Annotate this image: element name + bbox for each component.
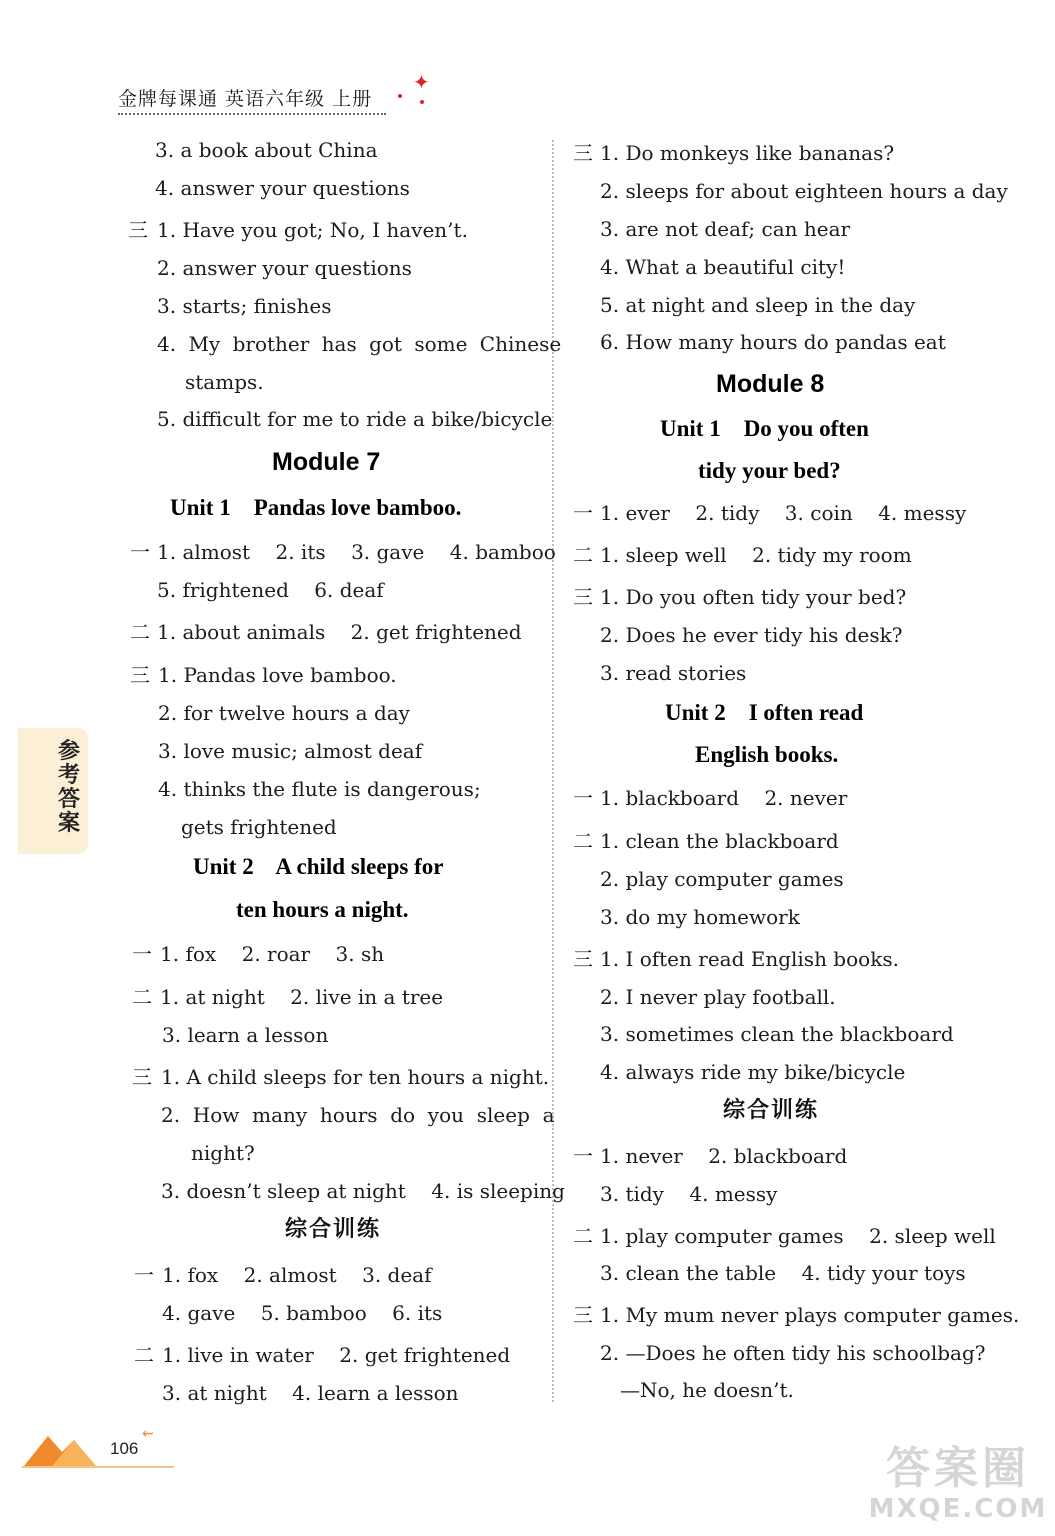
answer-line: 6. How many hours do pandas eat [600,330,946,354]
answer-line-continued: stamps. [185,370,264,394]
answer-line: 2. play computer games [600,867,844,891]
section-mark-1: 一 [573,501,593,525]
section-mark-3: 三 [128,218,148,242]
section-mark-1: 一 [573,786,593,810]
answer-line: 2. sleeps for about eighteen hours a day [600,179,1008,203]
answer-line: 1. at night 2. live in a tree [160,985,444,1009]
section-mark-3: 三 [573,141,593,165]
header-dotted-rule [118,113,386,115]
answer-line: 4. always ride my bike/bicycle [600,1060,906,1084]
answer-line-continued: —No, he doesn’t. [620,1378,794,1402]
section-mark-2: 二 [573,543,593,567]
answer-line: 1. clean the blackboard [600,829,839,853]
section-mark-2: 二 [130,620,150,644]
answer-line: 1. Pandas love bamboo. [158,663,397,687]
red-star-icon: ✦ [413,70,430,94]
unit-heading-line2: tidy your bed? [698,458,841,483]
book-header-title: 金牌每课通 英语六年级 上册 [118,88,373,110]
module-7-heading: Module 7 [272,448,381,476]
red-dot-icon [398,94,402,98]
section-mark-3: 三 [130,663,150,687]
section-mark-3: 三 [132,1065,152,1089]
module-8-heading: Module 8 [716,370,825,398]
unit-heading: Unit 1 Pandas love bamboo. [170,495,462,520]
section-mark-3: 三 [573,1303,593,1327]
watermark-text: 答案圈 [886,1443,1030,1494]
answer-line: 3. read stories [600,661,747,685]
review-section-heading: 综合训练 [723,1098,820,1123]
answer-line: 5. at night and sleep in the day [600,293,916,317]
section-mark-1: 一 [134,1263,154,1287]
unit-heading-line2: English books. [695,742,839,767]
watermark-url: MXQE.COM [868,1494,1048,1524]
answer-line: 1. ever 2. tidy 3. coin 4. messy [600,501,967,525]
answer-line: 2. for twelve hours a day [158,701,410,725]
answer-line: 3. starts; finishes [157,294,332,318]
answer-line: 2. —Does he often tidy his schoolbag? [600,1341,986,1365]
section-mark-1: 一 [573,1144,593,1168]
answer-line: 4. thinks the flute is dangerous; [158,777,481,801]
answer-line: 3. love music; almost deaf [158,739,423,763]
answer-line: 4. My brother has got some Chinese [157,332,562,356]
footer-rule [22,1466,174,1468]
review-section-heading: 综合训练 [285,1217,382,1242]
answer-line: 1. A child sleeps for ten hours a night. [161,1065,550,1089]
answer-line: 5. difficult for me to ride a bike/bicycle [157,407,553,431]
mountain-icon [22,1428,112,1468]
page-number: 106 [110,1439,139,1458]
section-mark-1: 一 [132,942,152,966]
column-divider [552,140,554,1402]
section-mark-2: 二 [573,829,593,853]
answer-line: 1. never 2. blackboard [600,1144,848,1168]
answer-line: 1. about animals 2. get frightened [157,620,522,644]
answer-line: 2. I never play football. [600,985,836,1009]
answer-line: 3. tidy 4. messy [600,1182,778,1206]
red-dot-icon [420,100,424,104]
section-mark-2: 二 [134,1343,154,1367]
section-mark-3: 三 [573,585,593,609]
answer-line: 4. What a beautiful city! [600,255,846,279]
answer-line-continued: gets frightened [181,815,337,839]
answer-line: 1. My mum never plays computer games. [600,1303,1020,1327]
answer-line: 1. fox 2. almost 3. deaf [162,1263,432,1287]
section-mark-2: 二 [573,1224,593,1248]
answer-line: 4. answer your questions [155,176,410,200]
answer-line: 2. How many hours do you sleep a [161,1103,555,1127]
answer-line: 3. sometimes clean the blackboard [600,1022,954,1046]
answer-line: 1. almost 2. its 3. gave 4. bamboo [157,540,556,564]
answer-line: 1. play computer games 2. sleep well [600,1224,996,1248]
answer-line: 3. at night 4. learn a lesson [162,1381,459,1405]
answer-line: 3. clean the table 4. tidy your toys [600,1261,966,1285]
answer-line: 4. gave 5. bamboo 6. its [162,1301,443,1325]
answer-line: 3. do my homework [600,905,800,929]
answer-line: 2. Does he ever tidy his desk? [600,623,903,647]
answer-line: 1. sleep well 2. tidy my room [600,543,912,567]
section-mark-3: 三 [573,947,593,971]
answer-line: 3. a book about China [155,138,378,162]
answer-line: 3. learn a lesson [162,1023,329,1047]
watermark [868,1432,1048,1532]
answer-line: 1. Do monkeys like bananas? [600,141,895,165]
answer-line: 3. are not deaf; can hear [600,217,851,241]
swoosh-icon: ⇜ [142,1426,154,1442]
unit-heading: Unit 1 Do you often [660,416,869,441]
answer-line: 1. fox 2. roar 3. sh [160,942,385,966]
answer-line: 2. answer your questions [157,256,412,280]
answer-line: 1. Have you got; No, I haven’t. [157,218,468,242]
answer-line: 1. Do you often tidy your bed? [600,585,907,609]
section-mark-2: 二 [132,985,152,1009]
side-tab-label: 参考答案 [57,739,80,836]
answer-line: 5. frightened 6. deaf [157,578,384,602]
answer-line: 1. live in water 2. get frightened [162,1343,511,1367]
section-mark-1: 一 [130,540,150,564]
answer-line: 1. blackboard 2. never [600,786,848,810]
unit-heading-line2: ten hours a night. [236,897,409,922]
answer-line: 1. I often read English books. [600,947,899,971]
unit-heading: Unit 2 A child sleeps for [193,854,444,879]
answer-line-continued: night? [191,1141,255,1165]
unit-heading: Unit 2 I often read [665,700,864,725]
answer-line: 3. doesn’t sleep at night 4. is sleeping [161,1179,565,1203]
